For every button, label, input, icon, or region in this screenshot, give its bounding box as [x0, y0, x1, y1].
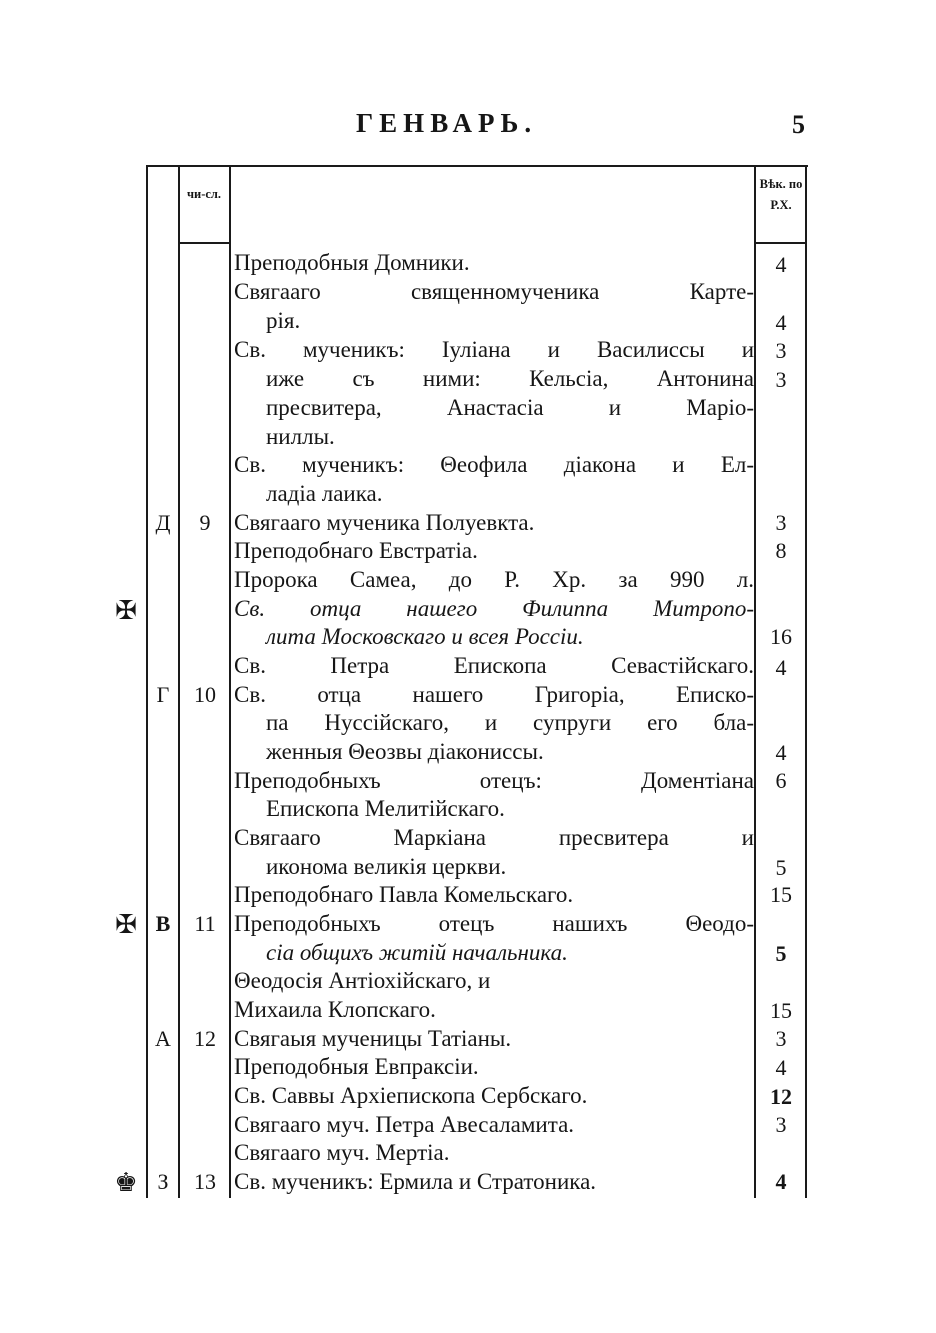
entry-text: Свягаыя мученицы Татіаны.: [234, 1026, 512, 1051]
century-value: 15: [770, 882, 792, 907]
century-header-underline: [756, 242, 805, 244]
day-number: 13: [194, 1169, 216, 1194]
century-value: 3: [775, 367, 787, 392]
century-value: 4: [775, 1169, 787, 1194]
entry-text: Свягааго Маркіана пресвитера и: [234, 825, 754, 850]
entry-text: Св. мученикъ: Θеофила діакона и Ел-: [234, 452, 754, 477]
entry-text: Св. Петра Епископа Севастійскаго.: [234, 653, 754, 678]
weekday-letter: В: [155, 911, 171, 936]
feast-crown-icon: ♚: [114, 1168, 138, 1198]
entry-text: Св. отца нашего Филиппа Митропо-: [234, 596, 754, 621]
day-number: 11: [194, 911, 216, 936]
century-value: 4: [775, 310, 787, 335]
entry-text: Свягааго муч. Мертіа.: [234, 1140, 450, 1165]
entry-text: Преподобнаго Евстратіа.: [234, 538, 478, 563]
century-value: 15: [770, 998, 792, 1023]
day-number: 12: [194, 1026, 216, 1051]
entry-text: Св. мученикъ: Іуліана и Василиссы и: [234, 337, 754, 362]
text-column-rule: [754, 165, 756, 1198]
century-value: 5: [775, 941, 787, 966]
entry-text: иконома великія церкви.: [266, 854, 507, 879]
entry-text: Θеодосія Антіохійскаго, и: [234, 968, 491, 993]
century-value: 4: [775, 740, 787, 765]
weekday-letter: З: [157, 1169, 169, 1194]
day-column-rule: [229, 165, 231, 1198]
century-value: 8: [775, 538, 787, 563]
century-column-header: Вѣк. по Р.Х.: [759, 177, 803, 212]
feast-cross-icon: ✠: [115, 596, 137, 626]
right-border-rule: [805, 165, 807, 1198]
entry-text: Пророка Самеа, до Р. Хр. за 990 л.: [234, 567, 754, 592]
entry-text: Св. мученикъ: Ермила и Стратоника.: [234, 1169, 597, 1194]
day-number: 10: [194, 682, 216, 707]
entry-text: сіа общихъ житій начальника.: [266, 940, 568, 965]
century-value: 4: [775, 252, 787, 277]
entry-text: Михаила Клопскаго.: [234, 997, 436, 1022]
century-value: 3: [775, 1026, 787, 1051]
century-value: 3: [775, 510, 787, 535]
page-number: 5: [792, 110, 805, 139]
century-value: 5: [775, 855, 787, 880]
entry-text: Свягааго священномученика Карте-: [234, 279, 754, 304]
entry-text: Свягааго муч. Петра Авесаламита.: [234, 1112, 575, 1137]
entry-text: женныя Θеозвы діакониссы.: [266, 739, 544, 764]
weekday-letter: А: [155, 1026, 171, 1051]
day-column-header: чи-сл.: [186, 187, 222, 201]
top-rule: [146, 165, 808, 167]
weekday-letter: Д: [155, 510, 171, 535]
century-value: 4: [775, 655, 787, 680]
century-value: 3: [775, 338, 787, 363]
century-value: 3: [775, 1112, 787, 1137]
weekday-letter: Г: [156, 682, 170, 707]
entry-text: Свягааго мученика Полуевкта.: [234, 510, 535, 535]
entry-text: па Нуссійскаго, и супруги его бла-: [266, 710, 754, 735]
weekday-column-rule: [178, 165, 180, 1198]
entry-text: иже съ ними: Кельсіа, Антонина: [266, 366, 754, 391]
entry-text: ладіа лаика.: [266, 481, 383, 506]
month-title: ГЕНВАРЬ.: [356, 108, 538, 138]
century-value: 4: [775, 1055, 787, 1080]
day-number: 9: [199, 510, 211, 535]
entry-text: Преподобныя Домники.: [234, 250, 470, 275]
entry-text: Преподобныхъ отецъ: Доментіана: [234, 768, 754, 793]
entry-text: лита Московскаго и всея Россіи.: [266, 624, 584, 649]
entry-text: Св. Саввы Архіепископа Сербскаго.: [234, 1083, 588, 1108]
entry-text: Преподобныхъ отецъ нашихъ Θеодо-: [234, 911, 754, 936]
entry-text: пресвитера, Анастасіа и Маріо-: [266, 395, 754, 420]
entry-text: Епископа Мелитійскаго.: [266, 796, 505, 821]
feast-cross-icon: ✠: [115, 910, 137, 940]
entry-text: ниллы.: [266, 424, 335, 449]
entry-text: Св. отца нашего Григоріа, Еписко-: [234, 682, 754, 707]
entry-text: рія.: [266, 308, 301, 333]
century-value: 12: [770, 1084, 792, 1109]
day-header-underline: [180, 242, 229, 244]
entry-text: Преподобнаго Павла Комельскаго.: [234, 882, 574, 907]
entry-text: Преподобныя Евпраксіи.: [234, 1054, 479, 1079]
century-value: 16: [770, 624, 792, 649]
century-value: 6: [775, 768, 787, 793]
